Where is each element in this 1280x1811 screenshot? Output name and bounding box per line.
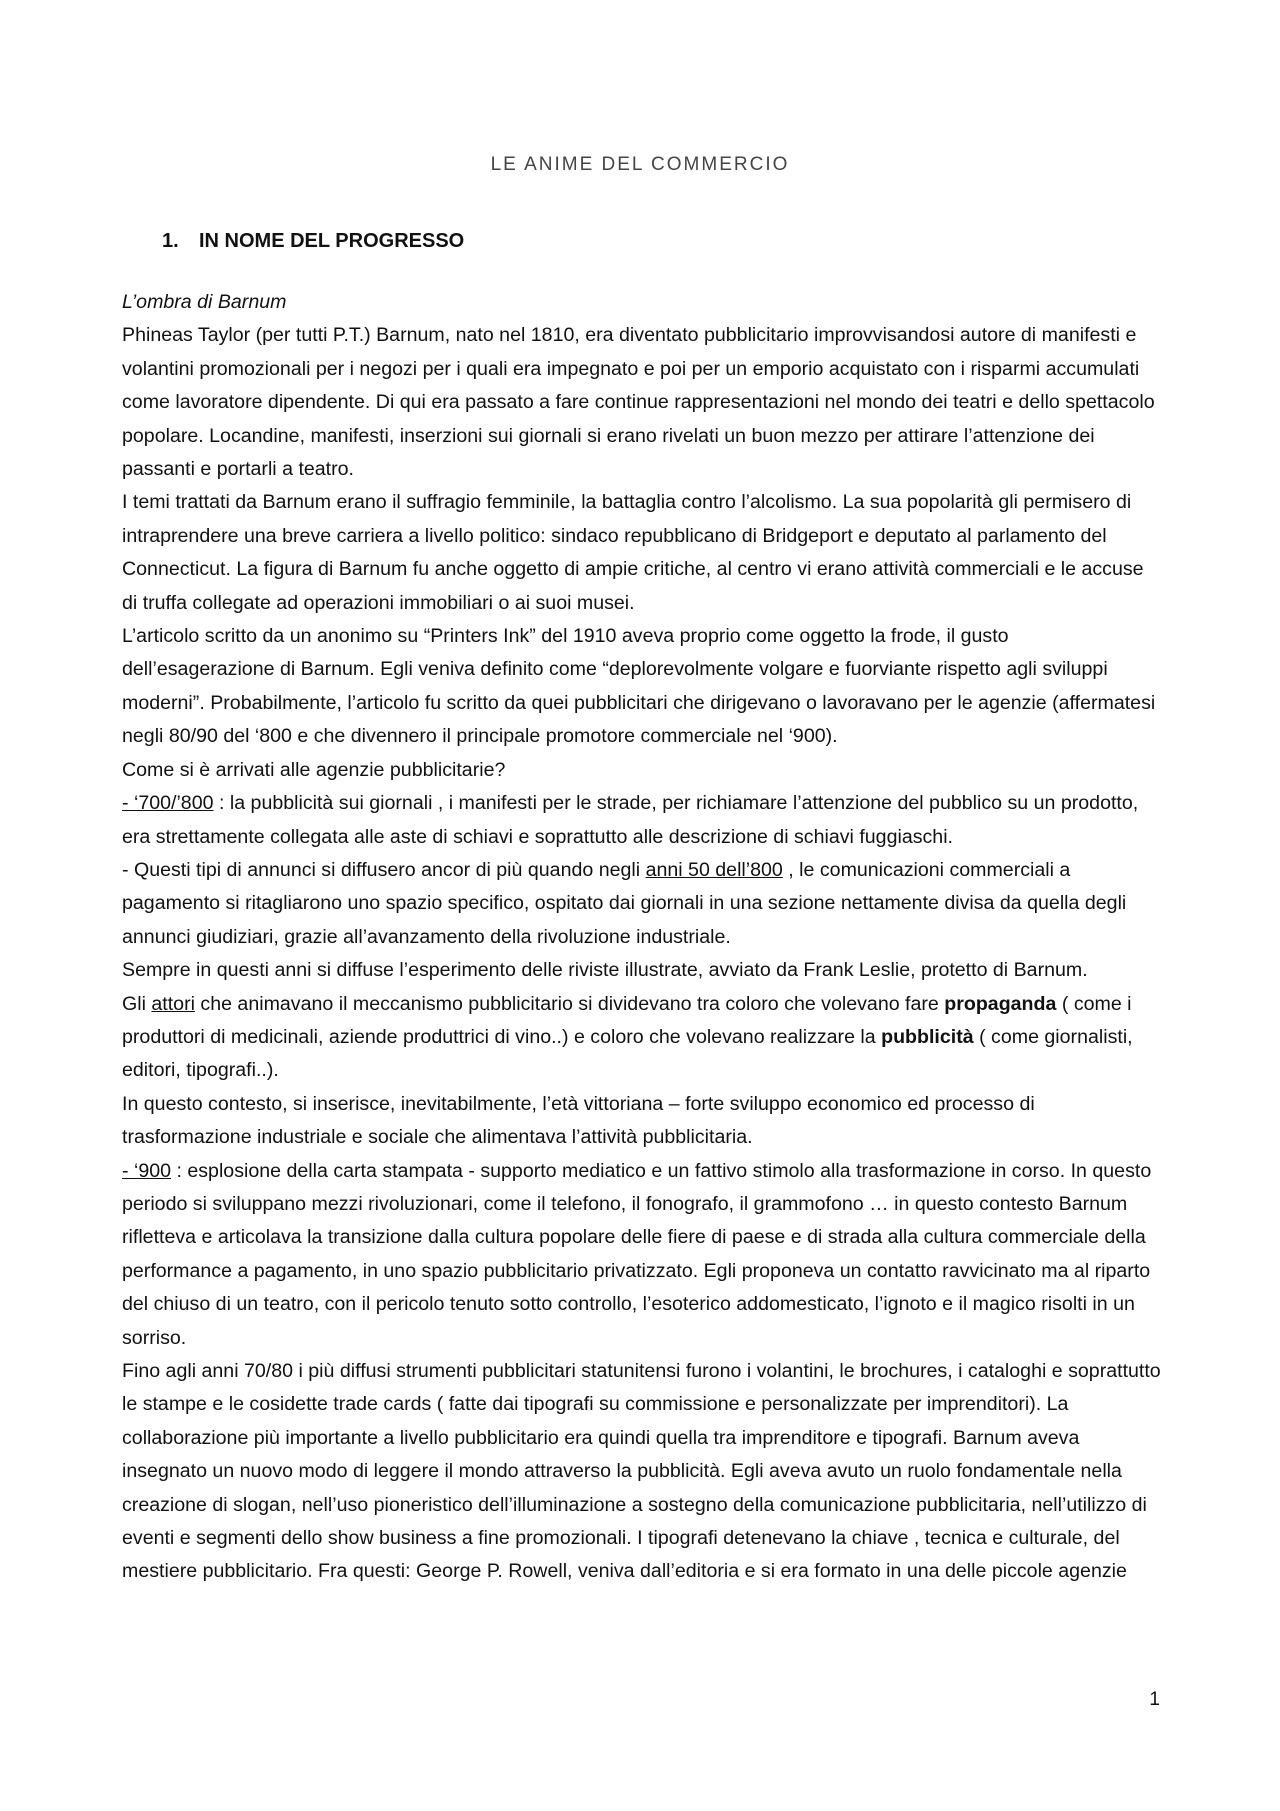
paragraph-6-text-a: - Questi tipi di annunci si diffusero ancor di più quando negli (122, 858, 646, 881)
paragraph-2: I temi trattati da Barnum erano il suffragio femminile, la battaglia contro l’alcolismo. La sua popolarità gli permisero di intraprendere una breve carriera a livello politico: sindaco repubblicano di Bridgeport e deputato al parlamento del Connecticut. La figura di Barnum fu anche oggetto di ampie critiche, al centro vi erano attività commerciali e le accuse di truffa collegate ad operazioni immobiliari o ai suoi musei. (122, 491, 1144, 614)
period-label-700-800: - ‘700/’800 (122, 792, 214, 815)
paragraph-8-text-3: ( come i produttori di medicinali, aziende produttrici di vino..) e coloro che volevano realizzare la (122, 992, 1132, 1048)
period-label-900: - ‘900 (122, 1159, 172, 1182)
paragraph-5-text: : la pubblicità sui giornali , i manifesti per le strade, per richiamare l’attenzione del pubblico su un prodotto, era strettamente collegata alle aste di schiavi e soprattutto alle descrizione di schiavi fuggiaschi. (122, 792, 1139, 848)
subheading: L’ombra di Barnum (122, 291, 287, 313)
paragraph-1: Phineas Taylor (per tutti P.T.) Barnum, nato nel 1810, era diventato pubblicitario improvvisandosi autore di manifesti e volantini promozionali per i negozi per i quali era impegnato e poi per un emporio acquistato con i risparmi accumulati come lavoratore dipendente. Di qui era passato a fare continue rappresentazioni nel mondo dei teatri e dello spettacolo popolare. Locandine, manifesti, inserzioni sui giornali si erano rivelati un buon mezzo per attirare l’attenzione dei passanti e portarli a teatro. (122, 324, 1155, 481)
paragraph-8-text-4: ( come giornalisti, editori, tipografi..). (122, 1025, 1133, 1082)
section-heading (162, 230, 464, 253)
paragraph-8-text-2: che animavano il meccanismo pubblicitario si dividevano tra coloro che volevano fare (194, 992, 945, 1015)
paragraph-8-text-1: Gli (122, 992, 152, 1015)
section-title: IN NOME DEL PROGRESSO (199, 230, 465, 252)
paragraph-7: Sempre in questi anni si diffuse l’esperimento delle riviste illustrate, avviato da Frank Leslie, protetto di Barnum. (122, 959, 1088, 982)
underlined-anni-50: anni 50 dell’800 (645, 858, 783, 881)
paragraph-10 (122, 1155, 1162, 1355)
bold-propaganda: propaganda (944, 992, 1057, 1015)
paragraph-6 (122, 854, 1162, 954)
paragraph-11: Fino agli anni 70/80 i più diffusi strumenti pubblicitari statunitensi furono i volantini, le brochures, i cataloghi e soprattutto le stampe e le cosidette trade cards ( fatte dai tipografi su commissione e personalizzate per imprenditori). La collaborazione più importante a livello pubblicitario era quindi quella tra imprenditore e tipografi. Barnum aveva insegnato un nuovo modo di leggere il mondo attraverso la pubblicità. Egli aveva avuto un ruolo fondamentale nella creazione di slogan, nell’uso pioneristico dell’illuminazione a sostegno della comunicazione pubblicitaria, nell’utilizzo di eventi e segmenti dello show business a fine promozionali. I tipografi detenevano la chiave , tecnica e culturale, del mestiere pubblicitario. Fra questi: George P. Rowell, veniva dall’editoria e si era formato in una delle piccole agenzie (122, 1360, 1161, 1583)
paragraph-9: In questo contesto, si inserisce, inevitabilmente, l’età vittoriana – forte sviluppo economico ed processo di trasformazione industriale e sociale che alimentava l’attività pubblicitaria. (122, 1092, 1035, 1149)
paragraph-10-text: : esplosione della carta stampata - supporto mediatico e un fattivo stimolo alla trasformazione in corso. In questo periodo si sviluppano mezzi rivoluzionari, come il telefono, il fonografo, il grammofono … in questo contesto Barnum rifletteva e articolava la transizione dalla cultura popolare delle fiere di paese e di strada alla cultura commerciale della performance a pagamento, in uno spazio pubblicitario privatizzato. Egli proponeva un contatto ravvicinato ma al riparto del chiuso di un teatro, con il pericolo tenuto sotto controllo, l’esoterico addomesticato, l’ignoto e il magico risolti in un sorriso. (122, 1159, 1152, 1349)
paragraph-8 (122, 988, 1162, 1088)
paragraph-5 (122, 787, 1162, 854)
paragraph-4: Come si è arrivati alle agenzie pubblicitarie? (122, 758, 506, 781)
underlined-attori: attori (151, 992, 195, 1015)
page-number: 1 (1149, 1689, 1160, 1710)
paragraph-3: L’articolo scritto da un anonimo su “Printers Ink” del 1910 aveva proprio come oggetto la frode, il gusto dell’esagerazione di Barnum. Egli veniva definito come “deplorevolmente volgare e fuorviante rispetto agli sviluppi moderni”. Probabilmente, l’articolo fu scritto da quei pubblicitari che dirigevano o lavoravano per le agenzie (affermatesi negli 80/90 del ‘800 e che divennero il principale promotore commerciale nel ‘900). (122, 625, 1156, 748)
document-title: LE ANIME DEL COMMERCIO (490, 154, 790, 175)
section-number: 1. (162, 230, 179, 252)
bold-pubblicita: pubblicità (881, 1025, 974, 1048)
paragraph-6-text-b: , le comunicazioni commerciali a pagamento si ritagliarono uno spazio specifico, ospitato dai giornali in una sezione nettamente divisa da quella degli annunci giudiziari, grazie all’avanzamento della rivoluzione industriale. (122, 858, 1127, 948)
body-text (122, 286, 1162, 1589)
